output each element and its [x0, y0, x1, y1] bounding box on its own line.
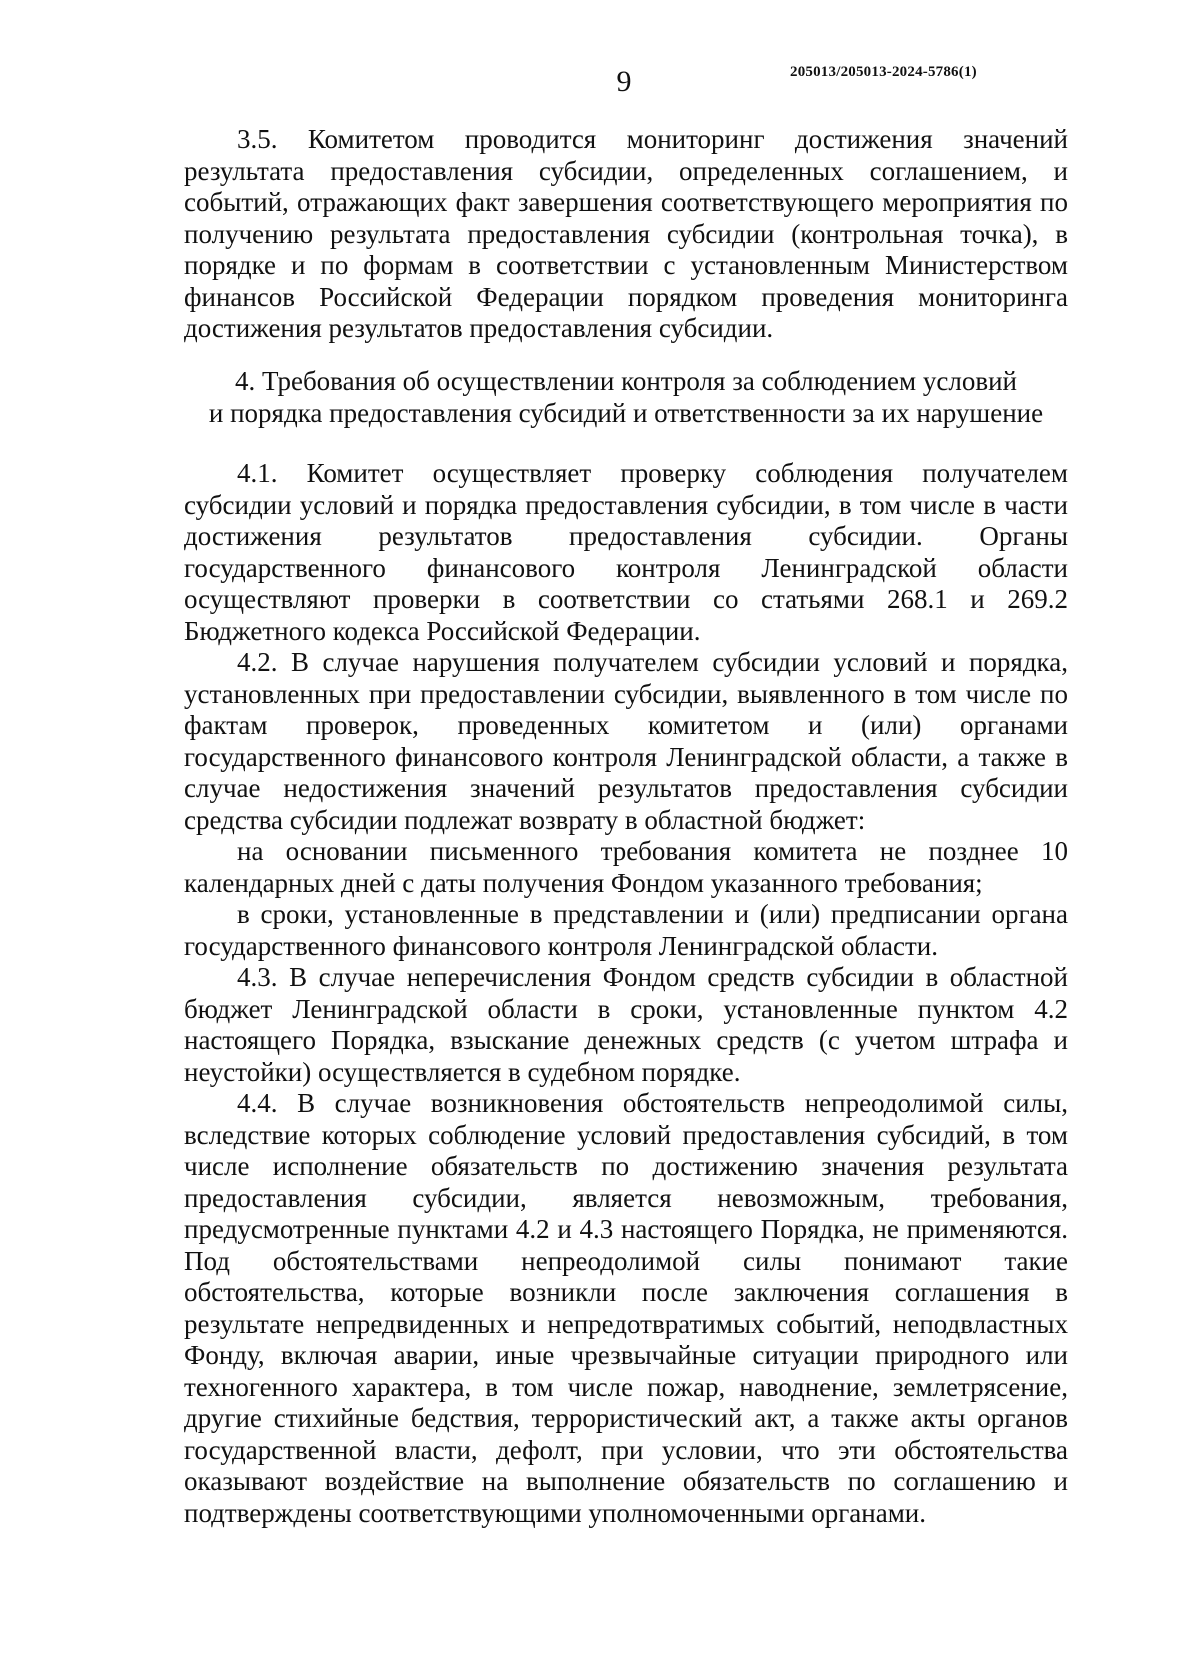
paragraph-4-2: 4.2. В случае нарушения получателем субсидии условий и порядка, установленных при предоставлении субсидии, выявленного в том числе по фактам проверок, проведенных комитетом и (или) органами государственного финансового контроля Ленинградской области, а также в случае недостижения значений результатов предоставления субсидии средства субсидии подлежат возврату в областной бюджет: [184, 647, 1068, 835]
paragraph-4-2-item-2: в сроки, установленные в представлении и (или) предписании органа государственного финансового контроля Ленинградской области. [184, 899, 1068, 961]
paragraph-4-3: 4.3. В случае неперечисления Фондом средств субсидии в областной бюджет Ленинградской области в сроки, установленные пунктом 4.2 настоящего Порядка, взыскание денежных средств (с учетом штрафа и неустойки) осуществляется в судебном порядке. [184, 962, 1068, 1087]
section-4-heading-line-1: 4. Требования об осуществлении контроля за соблюдением условий [235, 366, 1017, 396]
paragraph-4-1: 4.1. Комитет осуществляет проверку соблюдения получателем субсидии условий и порядка предоставления субсидии, в том числе в части достижения результатов предоставления субсидии. Органы государственного финансового контроля Ленинградской области осуществляют проверки в соответствии со статьями 268.1 и 269.2 Бюджетного кодекса Российской Федерации. [184, 458, 1068, 646]
paragraph-4-2-item-1: на основании письменного требования комитета не позднее 10 календарных дней с даты получения Фондом указанного требования; [184, 836, 1068, 898]
paragraph-4-4: 4.4. В случае возникновения обстоятельств непреодолимой силы, вследствие которых соблюдение условий предоставления субсидий, в том числе исполнение обязательств по достижению значения результата предоставления субсидии, является невозможным, требования, предусмотренные пунктами 4.2 и 4.3 настоящего Порядка, не применяются. Под обстоятельствами непреодолимой силы понимают такие обстоятельства, которые возникли после заключения соглашения в результате непредвиденных и непредотвратимых событий, неподвластных Фонду, включая аварии, иные чрезвычайные ситуации природного или техногенного характера, в том числе пожар, наводнение, землетрясение, другие стихийные бедствия, террористический акт, а также акты органов государственной власти, дефолт, при условии, что эти обстоятельства оказывают воздействие на выполнение обязательств по соглашению и подтверждены соответствующими уполномоченными органами. [184, 1088, 1068, 1528]
section-3-5 [184, 124, 1068, 345]
section-4-body [184, 458, 1068, 1529]
section-4-heading [184, 365, 1068, 429]
page-number: 9 [616, 65, 632, 98]
paragraph-3-5: 3.5. Комитетом проводится мониторинг достижения значений результата предоставления субсидии, определенных соглашением, и событий, отражающих факт завершения соответствующего мероприятия по получению результата предоставления субсидии (контрольная точка), в порядке и по формам в соответствии с установленным Министерством финансов Российской Федерации порядком проведения мониторинга достижения результатов предоставления субсидии. [184, 124, 1068, 343]
document-id: 205013/205013-2024-5786(1) [790, 64, 977, 80]
section-4-heading-line-2: и порядка предоставления субсидий и ответственности за их нарушение [208, 398, 1044, 428]
